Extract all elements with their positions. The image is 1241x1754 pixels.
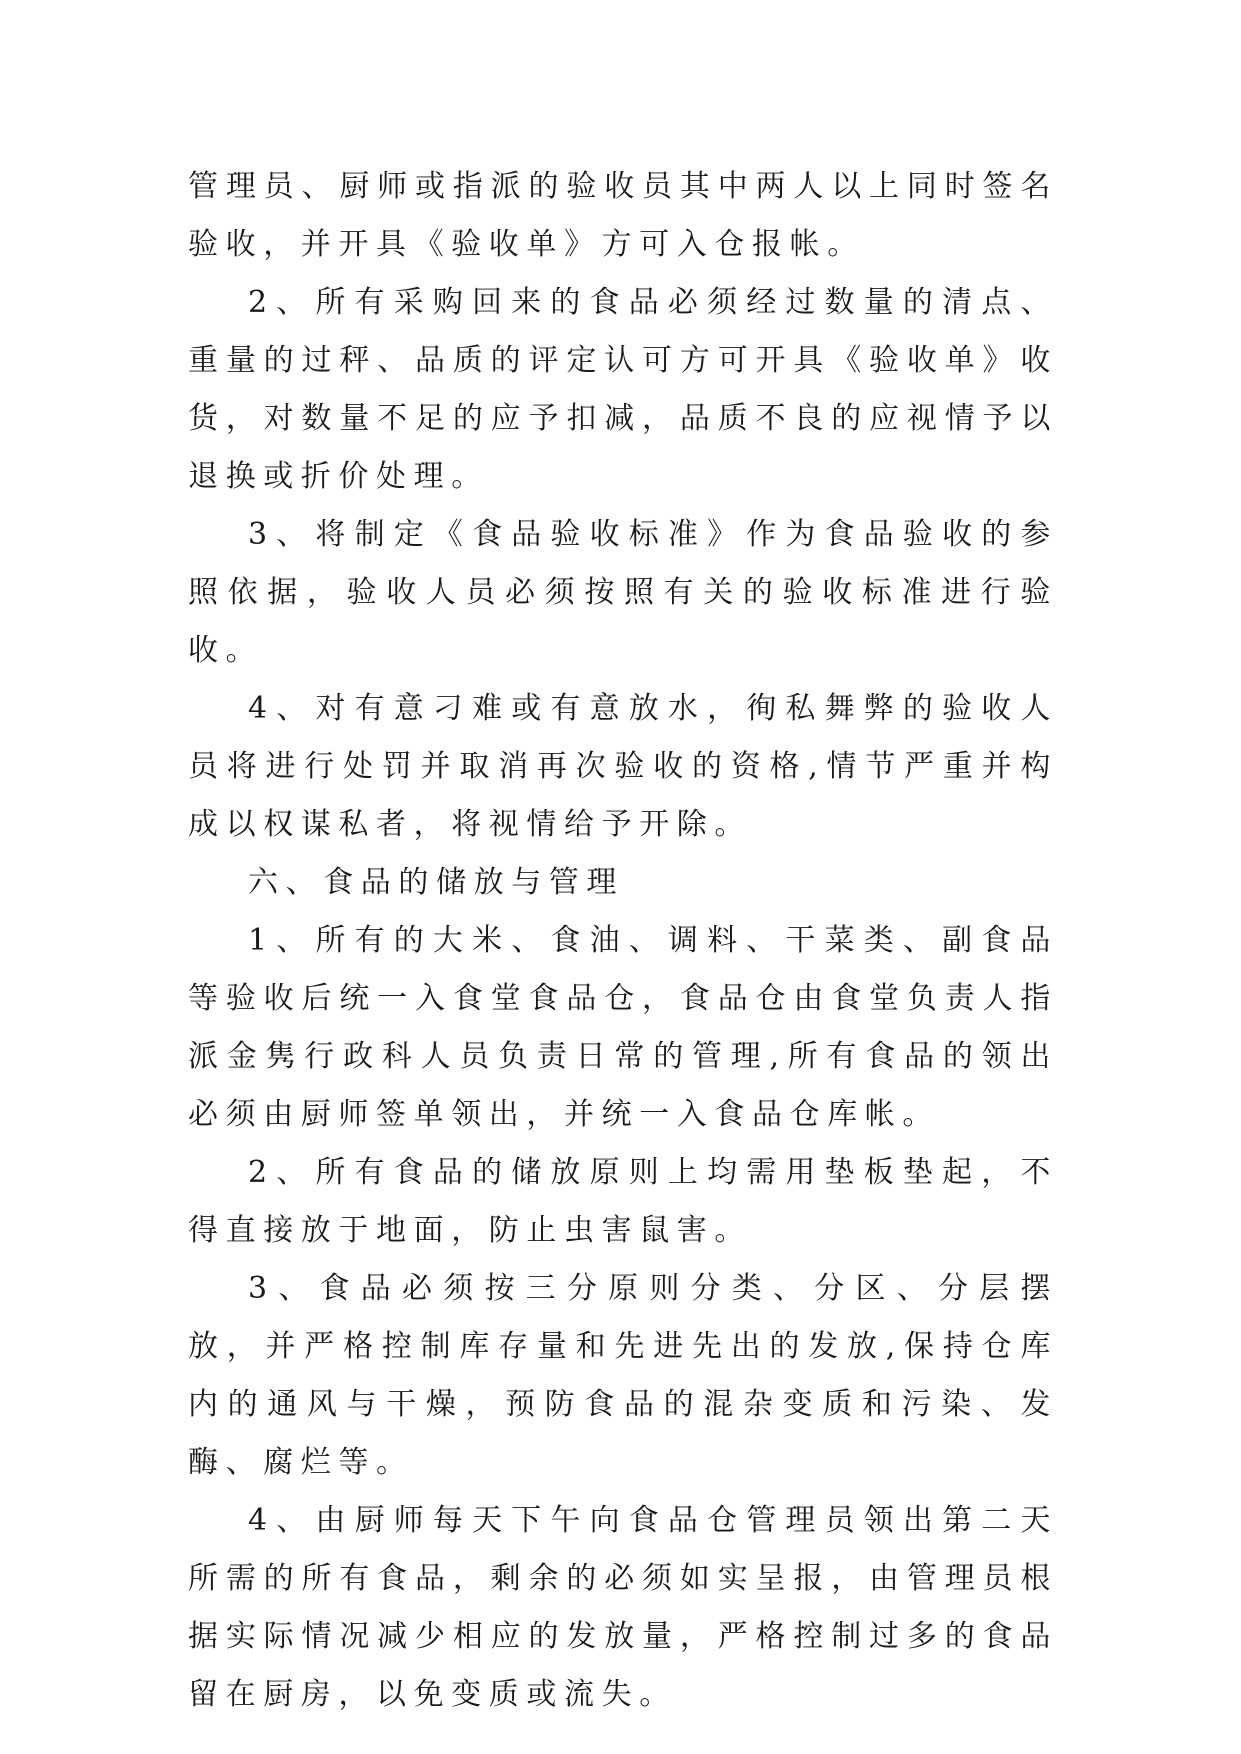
paragraph-item-3-standard: 3、将制定《食品验收标准》作为食品验收的参照依据，验收人员必须按照有关的验收标准进行验收。 [188, 517, 1058, 668]
paragraph-item-2-inspection: 2、所有采购回来的食品必须经过数量的清点、重量的过秤、品质的评定认可方可开具《验收单》收货，对数量不足的应予扣减，品质不良的应视情予以退换或折价处理。 [188, 285, 1058, 494]
paragraph-item-3-classification: 3、食品必须按三分原则分类、分区、分层摆放，并严格控制库存量和先进先出的发放,保持仓库内的通风与干燥，预防食品的混杂变质和污染、发酶、腐烂等。 [188, 1271, 1058, 1480]
document-body [188, 158, 1058, 1724]
paragraph-item-2-pallets: 2、所有食品的储放原则上均需用垫板垫起，不得直接放于地面，防止虫害鼠害。 [188, 1155, 1058, 1248]
section-heading-storage: 六、食品的储放与管理 [248, 865, 624, 900]
paragraph-item-1-warehouse: 1、所有的大米、食油、调料、干菜类、副食品等验收后统一入食堂食品仓，食品仓由食堂负责人指派金隽行政科人员负责日常的管理,所有食品的领出必须由厨师签单领出，并统一入食品仓库帐。 [188, 923, 1058, 1132]
paragraph-item-4-daily-requisition: 4、由厨师每天下午向食品仓管理员领出第二天所需的所有食品，剩余的必须如实呈报，由管理员根据实际情况减少相应的发放量，严格控制过多的食品留在厨房，以免变质或流失。 [188, 1503, 1058, 1712]
paragraph-item-4-penalty: 4、对有意刁难或有意放水，徇私舞弊的验收人员将进行处罚并取消再次验收的资格,情节严重并构成以权谋私者，将视情给予开除。 [188, 691, 1058, 842]
paragraph-continuation: 管理员、厨师或指派的验收员其中两人以上同时签名验收，并开具《验收单》方可入仓报帐。 [188, 169, 1058, 262]
